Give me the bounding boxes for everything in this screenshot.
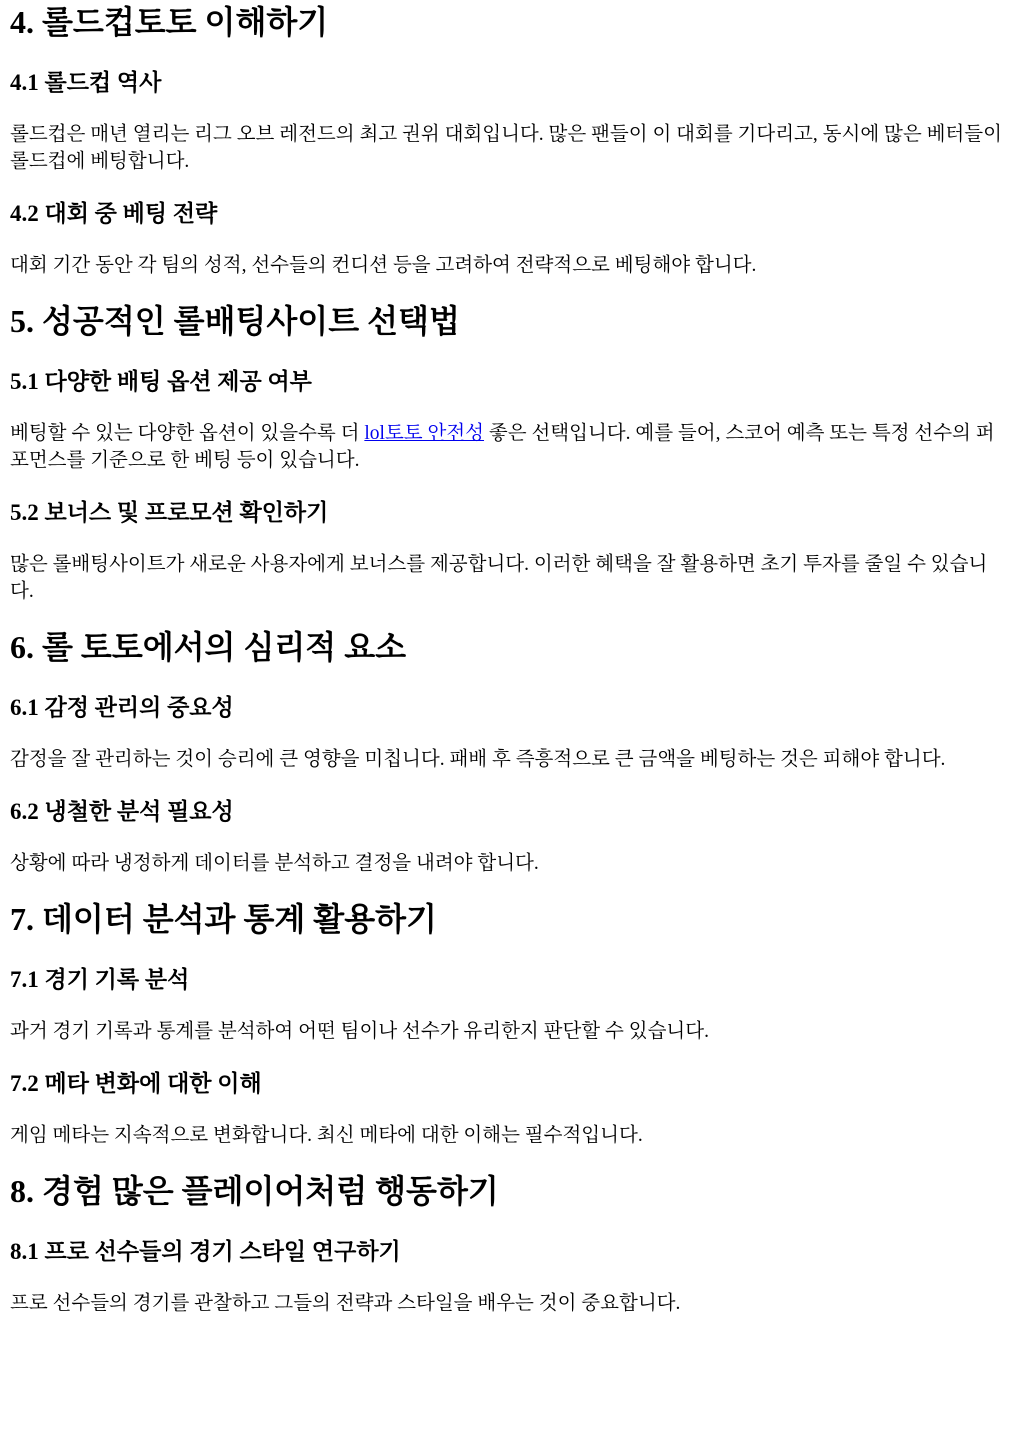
section-heading: 5. 성공적인 롤배팅사이트 선택법 <box>10 303 460 339</box>
paragraph-text: 베팅할 수 있는 다양한 옵션이 있을수록 더 <box>10 423 365 444</box>
subsection-heading: 7.2 메타 변화에 대한 이해 <box>10 1071 262 1096</box>
paragraph: 롤드컵은 매년 열리는 리그 오브 레전드의 최고 권위 대회입니다. 많은 팬들이 이 대회를 기다리고, 동시에 많은 베터들이 롤드컵에 베팅합니다. <box>10 124 1002 172</box>
subsection-heading: 8.1 프로 선수들의 경기 스타일 연구하기 <box>10 1239 401 1264</box>
paragraph: 많은 롤배팅사이트가 새로운 사용자에게 보너스를 제공합니다. 이러한 혜택을 잘 활용하면 초기 투자를 줄일 수 있습니다. <box>10 554 988 602</box>
inline-link[interactable]: lol토토 안전성 <box>364 423 485 444</box>
subsection-heading: 6.2 냉철한 분석 필요성 <box>10 799 234 824</box>
paragraph-text: 좋은 선택입니다. 예를 들어, 스코어 예측 또는 특정 선수의 퍼포먼스를 기준으로 한 베팅 등이 있습니다. <box>10 423 995 471</box>
subsection-heading: 5.2 보너스 및 프로모션 확인하기 <box>10 500 329 525</box>
section-heading: 4. 롤드컵토토 이해하기 <box>10 4 329 40</box>
subsection-heading: 4.2 대회 중 베팅 전략 <box>10 201 218 226</box>
article-body <box>10 0 1010 1317</box>
paragraph: 상황에 따라 냉정하게 데이터를 분석하고 결정을 내려야 합니다. <box>10 853 539 874</box>
paragraph <box>10 420 1010 474</box>
paragraph: 게임 메타는 지속적으로 변화합니다. 최신 메타에 대한 이해는 필수적입니다. <box>10 1125 643 1146</box>
subsection-heading: 5.1 다양한 배팅 옵션 제공 여부 <box>10 369 312 394</box>
subsection-heading: 4.1 롤드컵 역사 <box>10 70 162 95</box>
section-heading: 7. 데이터 분석과 통계 활용하기 <box>10 901 437 937</box>
section-heading: 8. 경험 많은 플레이어처럼 행동하기 <box>10 1173 499 1209</box>
section-heading: 6. 롤 토토에서의 심리적 요소 <box>10 629 407 665</box>
subsection-heading: 6.1 감정 관리의 중요성 <box>10 695 234 720</box>
paragraph: 과거 경기 기록과 통계를 분석하여 어떤 팀이나 선수가 유리한지 판단할 수 있습니다. <box>10 1021 709 1042</box>
subsection-heading: 7.1 경기 기록 분석 <box>10 967 190 992</box>
paragraph: 프로 선수들의 경기를 관찰하고 그들의 전략과 스타일을 배우는 것이 중요합니다. <box>10 1293 681 1314</box>
paragraph: 대회 기간 동안 각 팀의 성적, 선수들의 컨디션 등을 고려하여 전략적으로 베팅해야 합니다. <box>10 255 757 276</box>
paragraph: 감정을 잘 관리하는 것이 승리에 큰 영향을 미칩니다. 패배 후 즉흥적으로 큰 금액을 베팅하는 것은 피해야 합니다. <box>10 749 946 770</box>
